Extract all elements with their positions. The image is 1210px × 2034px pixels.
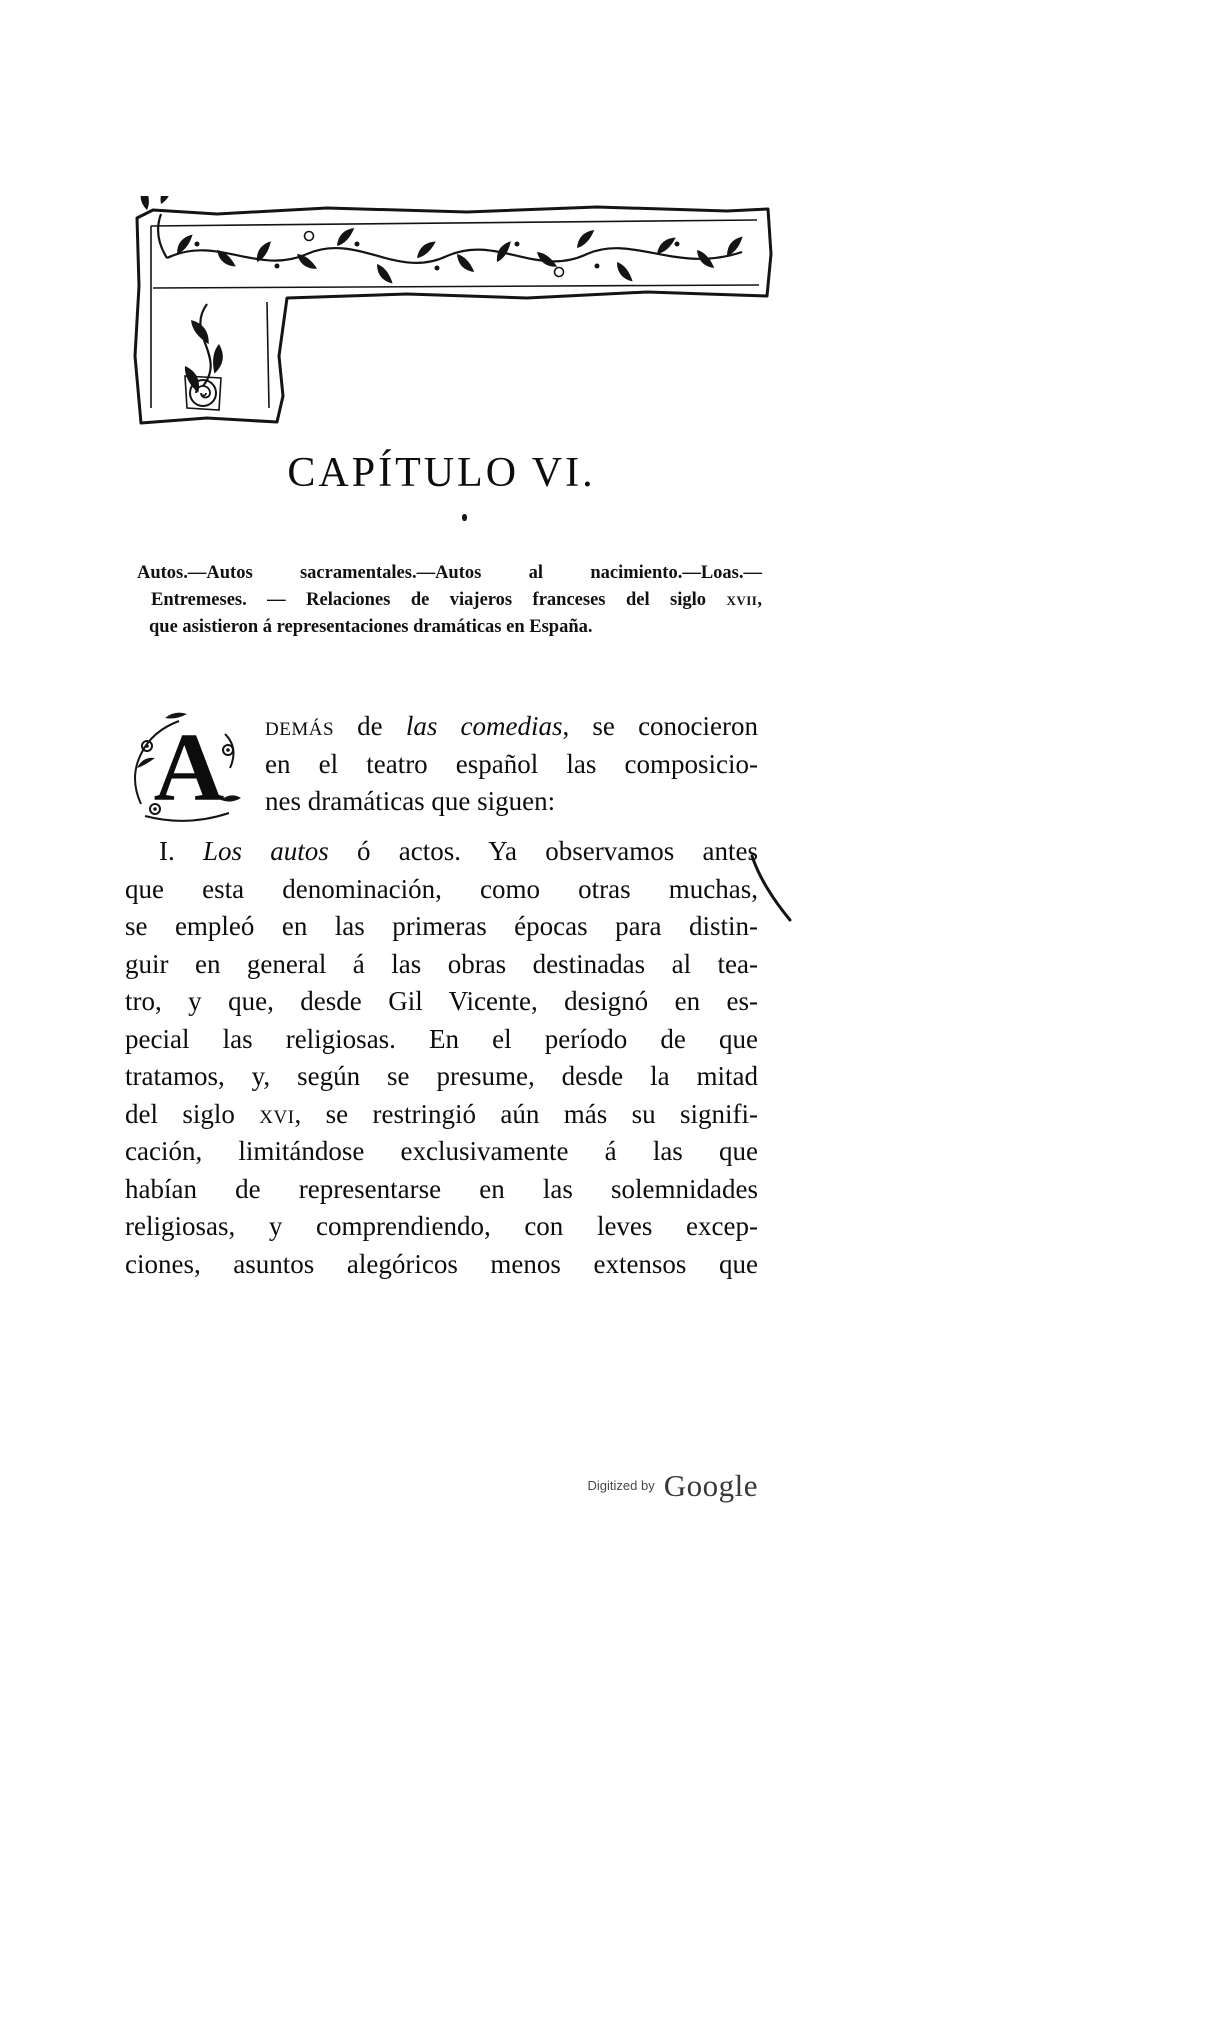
text-line: tro, y que, desde Gil Vicente, designó en es- xyxy=(125,986,758,1016)
text-line: Autos.—Autos sacramentales.—Autos al nacimiento.—Loas.— xyxy=(137,563,762,583)
text-line: en el teatro español las composicio- xyxy=(265,748,758,779)
text-line: guir en general á las obras destinadas al tea- xyxy=(125,948,758,979)
body-text xyxy=(125,708,758,1283)
opening-paragraph xyxy=(125,708,758,833)
text-line: se empleó en las primeras épocas para distin- xyxy=(125,911,758,941)
text-line: demás de las comedias, se conocieron xyxy=(265,711,758,741)
text-line: tratamos, y, según se presume, desde la mitad xyxy=(125,1061,758,1091)
chapter-heading: CAPÍTULO VI. xyxy=(287,450,596,496)
body-paragraph xyxy=(125,833,758,1283)
opening-paragraph-lines xyxy=(265,708,758,833)
chapter-summary xyxy=(137,560,762,641)
text-line: Entremeses. — Relaciones de viajeros franceses del siglo xvii, xyxy=(151,590,762,610)
text-line: del siglo xvi, se restringió aún más su signifi- xyxy=(125,1098,758,1129)
text-line: religiosas, y comprendiendo, con leves excep- xyxy=(125,1211,758,1241)
text-line: I. Los autos ó actos. Ya observamos antes xyxy=(159,836,758,866)
text-line: ciones, asuntos alegóricos menos extensos que xyxy=(125,1248,758,1279)
drop-cap-letter: A xyxy=(153,714,225,822)
ink-speck xyxy=(462,514,467,521)
google-watermark xyxy=(125,1468,758,1504)
text-line: habían de representarse en las solemnidades xyxy=(125,1173,758,1204)
text-line: nes dramáticas que siguen: xyxy=(265,786,556,816)
text-line: cación, limitándose exclusivamente á las que xyxy=(125,1136,758,1166)
text-line: que esta denominación, como otras muchas, xyxy=(125,873,758,904)
google-logo: Google xyxy=(663,1468,758,1503)
floral-header-ornament xyxy=(127,196,777,428)
digitized-by-label: Digitized by xyxy=(587,1478,655,1493)
ink-mark xyxy=(748,852,796,926)
drop-cap-initial xyxy=(125,708,255,826)
drop-cap xyxy=(125,708,265,833)
text-line: que asistieron á representaciones dramáticas en España. xyxy=(149,617,593,637)
text-line: pecial las religiosas. En el período de que xyxy=(125,1023,758,1054)
